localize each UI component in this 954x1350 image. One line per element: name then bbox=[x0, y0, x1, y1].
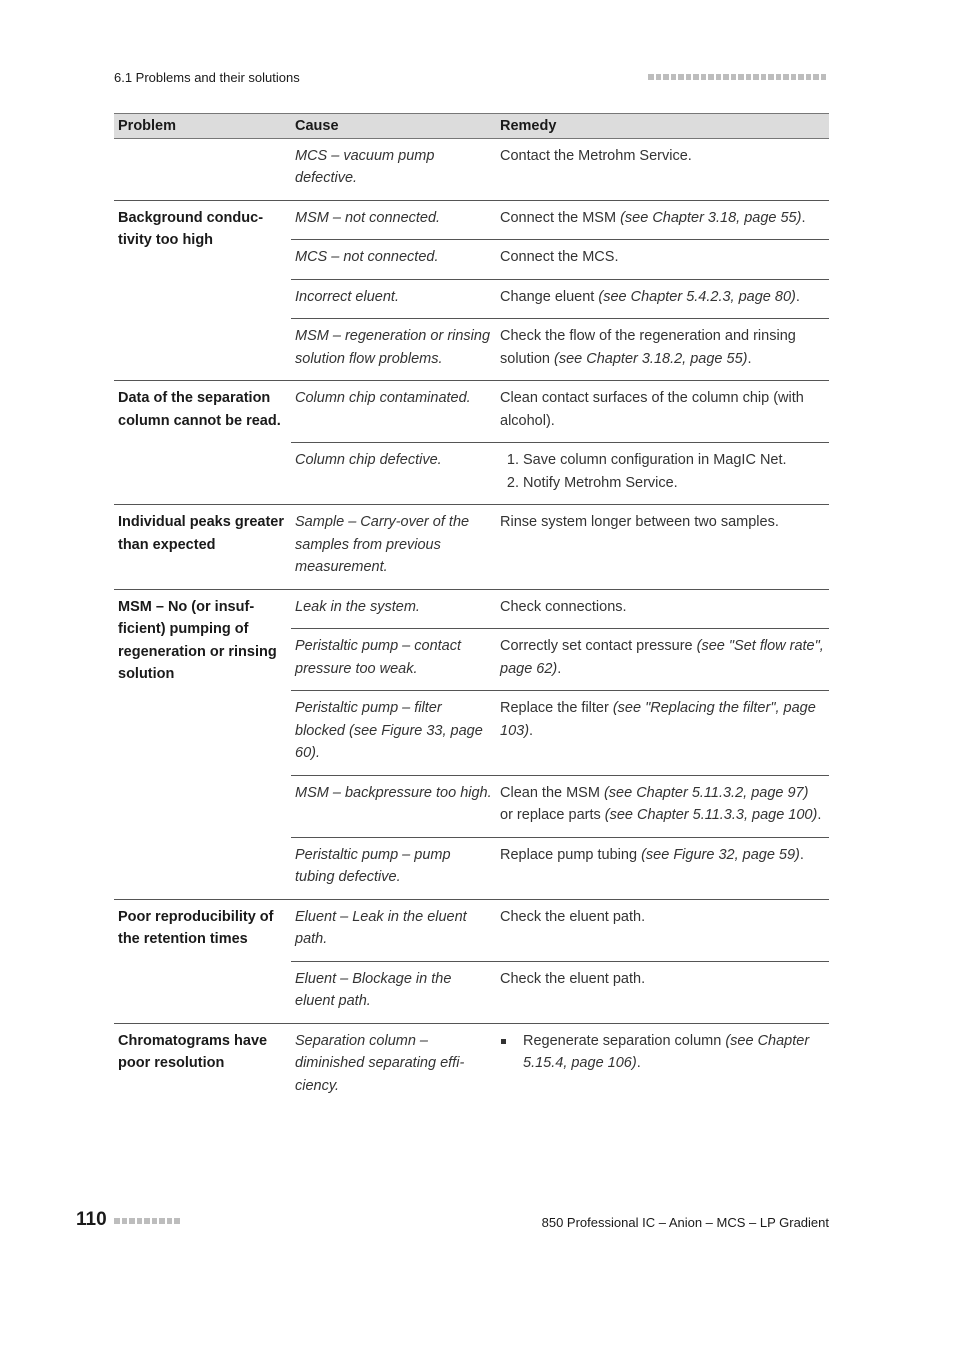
remedy-end: . bbox=[529, 722, 534, 739]
cause-cell: Peristaltic pump – pump tubing defective. bbox=[291, 837, 496, 899]
remedy-bullet-list bbox=[500, 1030, 825, 1075]
remedy-text: Clean the MSM bbox=[500, 784, 604, 801]
cause-cell: Eluent – Blockage in the eluent path. bbox=[291, 961, 496, 1023]
remedy-cell bbox=[496, 1023, 829, 1107]
remedy-text: Change eluent bbox=[500, 288, 599, 305]
remedy-end: . bbox=[557, 660, 562, 677]
cause-cell: MSM – backpressure too high. bbox=[291, 775, 496, 837]
remedy-end: . bbox=[817, 807, 822, 823]
remedy-cell bbox=[496, 443, 829, 505]
cause-cell: MSM – not connected. bbox=[291, 200, 496, 240]
cause-cell: Column chip defective. bbox=[291, 443, 496, 505]
cross-reference: (see Chapter 3.18.2, page 55) bbox=[554, 350, 748, 367]
cause-cell: MCS – vacuum pump defective. bbox=[295, 147, 435, 186]
cause-cell: Peristaltic pump – contact pressure too weak. bbox=[291, 629, 496, 691]
column-header-problem: Problem bbox=[114, 114, 291, 139]
cause-cell: Eluent – Leak in the eluent path. bbox=[291, 899, 496, 961]
remedy-end: . bbox=[795, 288, 800, 305]
running-header-section: 6.1 Problems and their solutions bbox=[114, 70, 300, 85]
cause-cell: Incorrect eluent. bbox=[291, 279, 496, 319]
table-header-row bbox=[114, 114, 829, 139]
table-row bbox=[114, 138, 829, 200]
running-footer-title: 850 Professional IC – Anion – MCS – LP Gradient bbox=[541, 1215, 829, 1230]
remedy-end: . bbox=[747, 350, 752, 367]
problem-cell bbox=[114, 138, 291, 200]
table-row bbox=[114, 899, 829, 961]
column-header-cause: Cause bbox=[291, 114, 496, 139]
remedy-mid: or replace parts bbox=[500, 807, 605, 823]
cross-reference: (see "Replacing the filter", page 103) bbox=[500, 700, 816, 739]
remedy-cell bbox=[496, 279, 829, 319]
troubleshooting-table bbox=[114, 113, 829, 1107]
remedy-cell: Check the eluent path. bbox=[496, 899, 829, 961]
remedy-cell bbox=[496, 319, 829, 381]
cause-cell: MCS – not connected. bbox=[291, 240, 496, 280]
remedy-cell bbox=[496, 629, 829, 691]
problem-cell: Poor reproducibility of the retention times bbox=[114, 899, 291, 1023]
cross-reference: (see Chapter 5.11.3.3, page 100) bbox=[604, 807, 818, 823]
remedy-cell: Clean contact surfaces of the column chip (with alcohol). bbox=[496, 381, 829, 443]
remedy-cell: Connect the MCS. bbox=[496, 240, 829, 280]
cross-reference: (see Chapter 5.4.2.3, page 80) bbox=[598, 288, 796, 305]
remedy-steps-list bbox=[500, 449, 825, 494]
remedy-text: Check the flow of the regeneration and rinsing solution bbox=[500, 328, 796, 367]
remedy-cell: Check connections. bbox=[496, 589, 829, 629]
remedy-text: Replace the filter bbox=[500, 700, 613, 716]
cross-reference: (see Chapter 5.15.4, page 106) bbox=[523, 1032, 810, 1071]
table-row bbox=[114, 381, 829, 443]
cause-cell: Sample – Carry-over of the samples from previous measurement. bbox=[291, 505, 496, 590]
remedy-cell bbox=[496, 837, 829, 899]
header-decorative-dots bbox=[648, 74, 826, 80]
remedy-bullet bbox=[500, 1030, 825, 1075]
column-header-remedy: Remedy bbox=[496, 114, 829, 139]
remedy-cell: Contact the Metrohm Service. bbox=[500, 147, 692, 164]
table-row bbox=[114, 1023, 829, 1107]
problem-cell: MSM – No (or insufficient) pumping of regeneration or rinsing solution bbox=[114, 589, 291, 899]
remedy-text: Replace pump tubing bbox=[500, 846, 642, 863]
cross-reference: (see Figure 32, page 59) bbox=[641, 846, 800, 863]
remedy-step: 1. Save column configuration in MagIC Net. bbox=[523, 449, 825, 472]
table-row bbox=[114, 505, 829, 590]
problem-cell: Data of the separation column cannot be read. bbox=[114, 381, 291, 505]
remedy-end: . bbox=[799, 846, 804, 863]
remedy-cell bbox=[496, 200, 829, 240]
table-row bbox=[114, 589, 829, 629]
remedy-step: 2. Notify Metrohm Service. bbox=[523, 472, 825, 495]
cause-cell: MSM – regeneration or rinsing solution flow problems. bbox=[291, 319, 496, 381]
remedy-cell: Check the eluent path. bbox=[496, 961, 829, 1023]
cause-cell: Leak in the system. bbox=[291, 589, 496, 629]
remedy-cell bbox=[496, 691, 829, 776]
problem-cell: Background conductivity too high bbox=[114, 200, 291, 381]
remedy-end: . bbox=[801, 209, 806, 226]
cause-cell: Peristaltic pump – filter blocked (see Figure 33, page 60). bbox=[291, 691, 496, 776]
cross-reference: (see Chapter 3.18, page 55) bbox=[620, 209, 802, 226]
footer-decorative-dots bbox=[114, 1218, 180, 1224]
problem-cell: Individual peaks greater than expected bbox=[114, 505, 291, 590]
remedy-cell bbox=[496, 775, 829, 837]
cross-reference: (see "Set flow rate", page 62) bbox=[500, 638, 824, 677]
table-row bbox=[114, 200, 829, 240]
cross-reference: (see Chapter 5.11.3.2, page 97) bbox=[603, 784, 809, 801]
remedy-cell: Rinse system longer between two samples. bbox=[496, 505, 829, 590]
problem-cell: Chromatograms have poor resolution bbox=[114, 1023, 291, 1107]
cause-cell: Separation column – diminished separating efficiency. bbox=[291, 1023, 496, 1107]
remedy-text: Regenerate separation column bbox=[523, 1032, 726, 1049]
remedy-text: Correctly set contact pressure bbox=[500, 638, 697, 654]
remedy-text: Connect the MSM bbox=[500, 209, 621, 226]
page-number: 110 bbox=[76, 1209, 107, 1230]
remedy-end: . bbox=[636, 1055, 641, 1071]
cause-cell: Column chip contaminated. bbox=[291, 381, 496, 443]
